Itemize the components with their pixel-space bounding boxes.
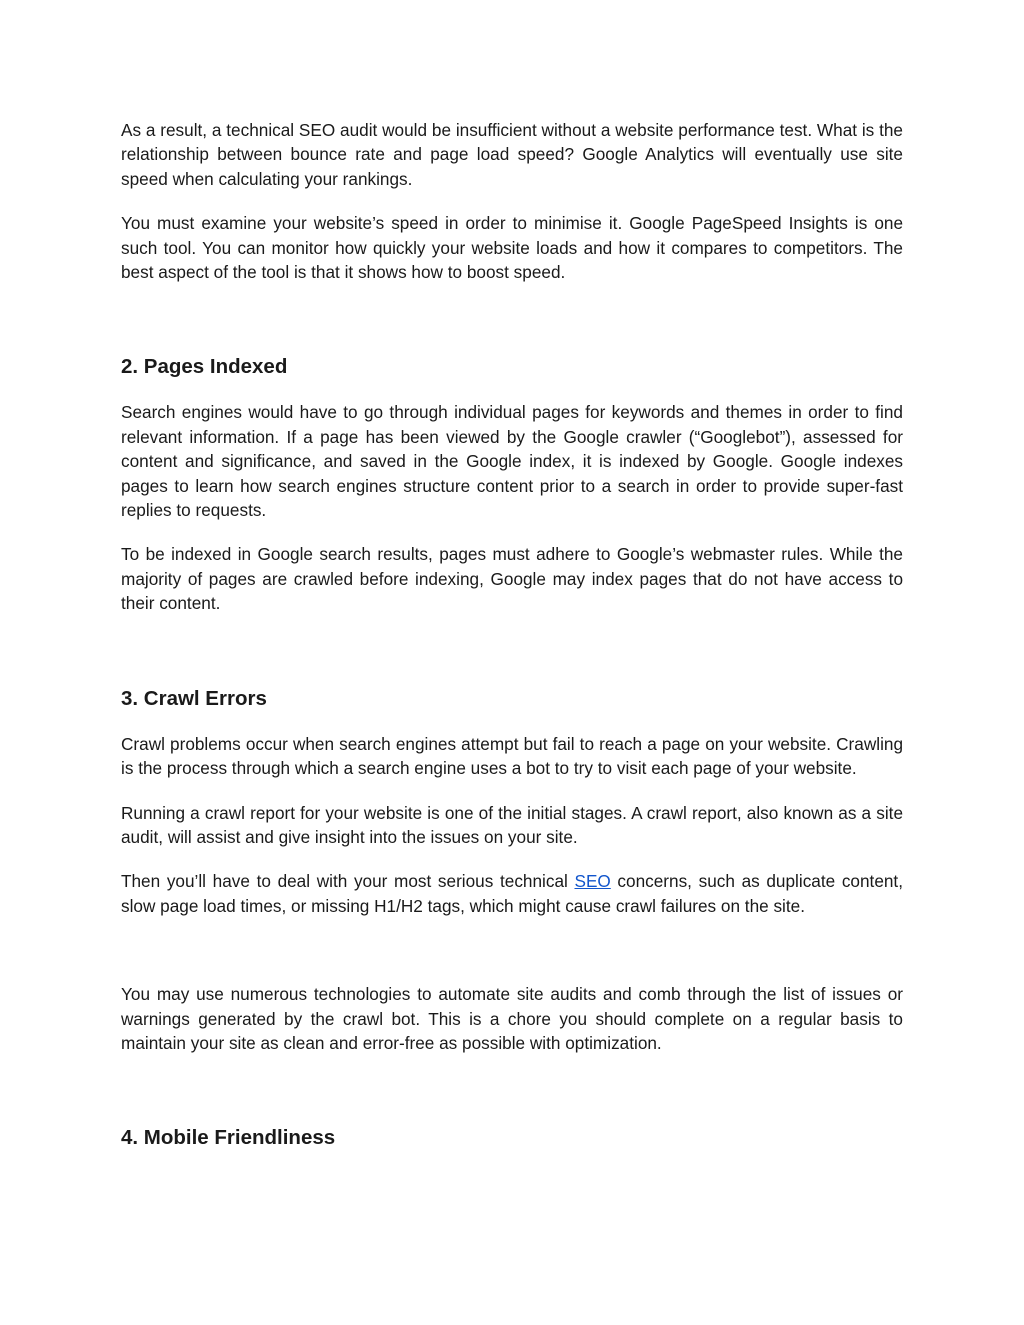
seo-link[interactable]: SEO <box>574 871 611 892</box>
crawl-errors-paragraph-4: You may use numerous technologies to automate site audits and comb through the list of issues or warnings generated by the crawl bot. This is a chore you should complete on a regular basis to maintain your site as clean and error-free as possible with optimization. <box>121 984 903 1053</box>
crawl-errors-paragraph-2: Running a crawl report for your website is one of the initial stages. A crawl report, also known as a site audit, will assist and give insight into the issues on your site. <box>121 802 903 847</box>
intro-paragraph-2: You must examine your website’s speed in order to minimise it. Google PageSpeed Insights is one such tool. You can monitor how quickly your website loads and how it compares to competitors. The best aspect of the tool is that it shows how to boost speed. <box>121 213 903 283</box>
pages-indexed-heading: 2. Pages Indexed <box>121 355 288 379</box>
intro-paragraph-1: As a result, a technical SEO audit would be insufficient without a website performance test. What is the relationship between bounce rate and page load speed? Google Analytics will eventually use site speed when calculating your rankings. <box>121 120 903 189</box>
pages-indexed-paragraph-1: Search engines would have to go through individual pages for keywords and themes in order to find relevant information. If a page has been viewed by the Google crawler (“Googlebot”), assessed for content and significance, and saved in the Google index, it is indexed by Google. Google indexes pages to learn how search engines structure content prior to a search in order to provide super-fast replies to requests. <box>121 402 903 521</box>
crawl-errors-heading: 3. Crawl Errors <box>121 686 267 710</box>
crawl-errors-paragraph-3-start: Then you’ll have to deal with your most serious technical <box>121 871 575 892</box>
pages-indexed-paragraph-2: To be indexed in Google search results, pages must adhere to Google’s webmaster rules. While the majority of pages are crawled before indexing, Google may index pages that do not have access to their content. <box>121 544 903 614</box>
crawl-errors-paragraph-1: Crawl problems occur when search engines attempt but fail to reach a page on your website. Crawling is the process through which a search engine uses a bot to try to visit each page of your website. <box>121 733 903 779</box>
crawl-errors-paragraph-3 <box>121 869 903 918</box>
mobile-friendliness-heading: 4. Mobile Friendliness <box>121 1126 336 1150</box>
document-page <box>121 118 903 1151</box>
crawl-errors-paragraph-3-end: concerns, such as duplicate content, slow page load times, or missing H1/H2 tags, which might cause crawl failures on the site. <box>121 871 903 916</box>
